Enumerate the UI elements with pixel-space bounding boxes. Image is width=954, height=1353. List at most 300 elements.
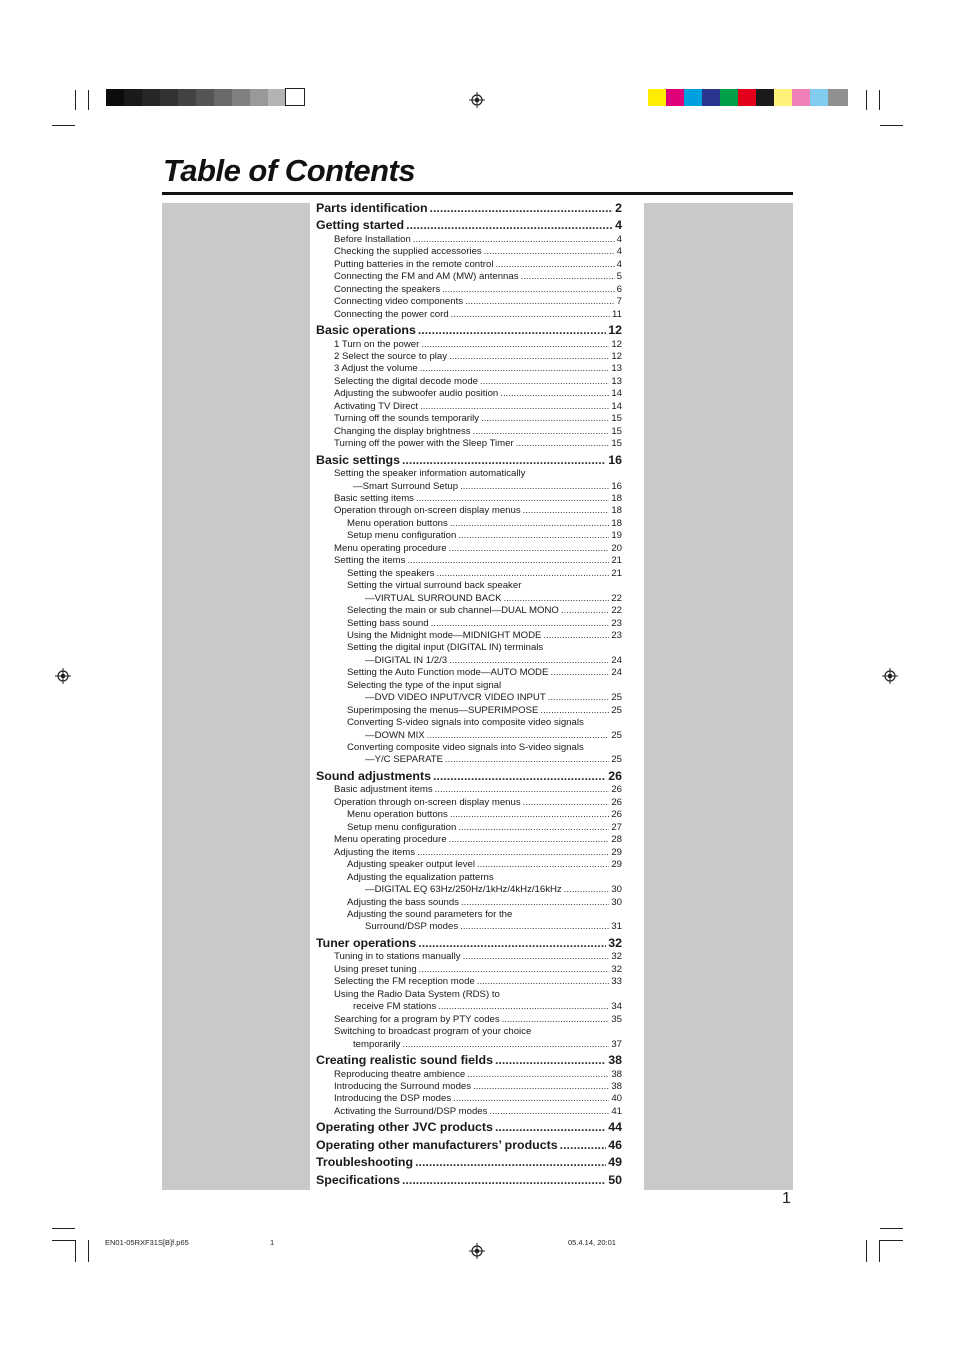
toc-entry-page: 12 [611,339,622,350]
toc-entry-title: Adjusting the subwoofer audio position [334,388,499,399]
dot-leader [564,884,610,895]
toc-entry-title: Activating the Surround/DSP modes [334,1106,488,1117]
toc-entry[interactable] [347,667,622,678]
footer-timestamp: 05.4.14, 20:01 [568,1238,616,1247]
toc-entry-page: 16 [608,453,622,467]
toc-entry-page: 26 [611,797,622,808]
dot-leader [548,692,610,703]
toc-entry[interactable] [334,246,622,257]
toc-entry-title: Setting the virtual surround back speaker [347,580,522,591]
toc-entry-title: Adjusting the items [334,847,416,858]
toc-entry-title: Converting composite video signals into S-video signals [347,742,584,753]
toc-entry-title: 3 Adjust the volume [334,363,418,374]
toc-entry[interactable] [334,413,622,424]
toc-entry-title: Setting the digital input (DIGITAL IN) terminals [347,642,544,653]
toc-entry[interactable] [334,259,622,270]
dot-leader [445,754,609,765]
dot-leader [450,518,610,529]
toc-entry[interactable] [347,809,622,820]
toc-entry[interactable] [365,692,622,703]
toc-entry-title: Switching to broadcast program of your choice [334,1026,532,1037]
color-swatch [756,89,774,106]
toc-entry-title: Converting S-video signals into composite video signals [347,717,584,728]
toc-entry-title: Menu operation buttons [347,518,448,529]
toc-entry-title: Reproducing theatre ambience [334,1069,466,1080]
registration-mark-icon [55,668,71,684]
toc-entry[interactable] [347,518,622,529]
toc-entry-title: Specifications [316,1173,401,1187]
toc-entry[interactable] [347,605,622,616]
toc-entry-page: 15 [611,413,622,424]
toc-entry-page: 11 [612,309,622,320]
dot-leader [407,555,609,566]
toc-entry-title: Checking the supplied accessories [334,246,482,257]
grey-swatch [160,89,178,106]
dot-leader [402,1173,606,1187]
dot-leader [406,218,613,232]
dot-leader [560,1138,607,1152]
toc-entry[interactable] [334,797,622,808]
dot-leader [543,630,609,641]
page-number: 1 [782,1190,791,1207]
toc-entry-title: Parts identification [316,201,428,215]
color-swatch [684,89,702,106]
left-grey-panel [162,203,310,1190]
toc-entry-title: Using the Radio Data System (RDS) to [334,989,500,1000]
toc-section[interactable] [316,769,622,783]
toc-entry[interactable] [334,847,622,858]
dot-leader [502,1014,610,1025]
dot-leader [451,309,610,320]
toc-entry-title: Menu operating procedure [334,834,447,845]
toc-entry-page: 21 [611,555,622,566]
toc-entry[interactable] [334,1093,622,1104]
toc-entry-title: Setup menu configuration [347,822,457,833]
toc-section[interactable] [316,1120,622,1134]
toc-entry[interactable] [334,426,622,437]
toc-entry-page: 27 [611,822,622,833]
toc-entry-title: Menu operating procedure [334,543,447,554]
toc-entry-title: 1 Turn on the power [334,339,420,350]
toc-entry-page: 40 [611,1093,622,1104]
toc-entry[interactable] [334,1069,622,1080]
toc-entry[interactable] [334,376,622,387]
dot-leader [417,847,609,858]
dot-leader [503,593,609,604]
toc-entry-page: 12 [608,323,622,337]
toc-entry[interactable] [334,505,622,516]
grey-swatch [286,89,304,105]
toc-entry[interactable] [353,1039,622,1050]
toc-entry-title: 2 Select the source to play [334,351,448,362]
toc-section[interactable] [316,323,622,337]
toc-entry-page: 34 [611,1001,622,1012]
color-swatch [810,89,828,106]
toc-entry[interactable] [334,296,622,307]
toc-entry-page: 18 [611,518,622,529]
toc-entry-title: Activating TV Direct [334,401,419,412]
toc-entry-title: Setting bass sound [347,618,429,629]
toc-entry-title: Setting the speakers [347,568,435,579]
toc-entry-page: 4 [616,259,622,270]
toc-entry-title: Using preset tuning [334,964,417,975]
toc-entry[interactable] [347,705,622,716]
color-swatch [792,89,810,106]
toc-entry[interactable] [334,964,622,975]
dot-leader [420,363,610,374]
toc-entry[interactable] [334,976,622,987]
toc-entry-title: Operating other JVC products [316,1120,493,1134]
toc-entry[interactable] [334,951,622,962]
toc-entry-title: Putting batteries in the remote control [334,259,494,270]
toc-entry-page: 44 [608,1120,622,1134]
toc-entry-title: —DOWN MIX [365,730,425,741]
dot-leader [419,964,610,975]
dot-leader [413,234,615,245]
toc-entry-title: Setup menu configuration [347,530,457,541]
toc-entry-title: Basic settings [316,453,401,467]
toc-entry-title: Adjusting the sound parameters for the [347,909,513,920]
toc-entry-title: Setting the Auto Function mode—AUTO MODE [347,667,549,678]
toc-entry-title: Searching for a program by PTY codes [334,1014,500,1025]
registration-mark-icon [882,668,898,684]
toc-entry[interactable] [334,834,622,845]
toc-entry-title: Selecting the digital decode mode [334,376,479,387]
dot-leader [402,453,606,467]
dot-leader [458,530,609,541]
toc-entry-page: 35 [611,1014,622,1025]
toc-entry[interactable] [353,481,622,492]
toc-entry-page: 38 [608,1053,622,1067]
toc-entry[interactable] [334,1106,622,1117]
toc-entry-page: 25 [611,754,622,765]
toc-section[interactable] [316,936,622,950]
dot-leader [431,618,610,629]
toc-entry[interactable] [347,897,622,908]
footer-page: 1 [270,1238,275,1247]
toc-entry-page: 26 [608,769,622,783]
toc-entry[interactable] [334,363,622,374]
toc-entry-page: 25 [611,692,622,703]
toc-entry-page: 18 [611,505,622,516]
dot-leader [500,388,609,399]
dot-leader [516,438,610,449]
dot-leader [438,1001,609,1012]
toc-entry-page: 21 [611,568,622,579]
dot-leader [481,413,609,424]
toc-section[interactable] [316,453,622,467]
registration-mark-icon [469,92,485,108]
toc-entry[interactable] [347,859,622,870]
color-swatch [648,89,666,106]
title-rule [162,192,793,195]
toc-entry[interactable] [334,438,622,449]
toc-entry-title: Changing the display brightness [334,426,471,437]
toc-entry[interactable] [334,271,622,282]
toc-entry-title: —DIGITAL EQ 63Hz/250Hz/1kHz/4kHz/16kHz [365,884,562,895]
dot-leader [449,351,609,362]
toc-entry[interactable] [347,822,622,833]
toc-entry-title: Getting started [316,218,405,232]
grey-swatch [196,89,214,106]
toc-entry-title: Turning off the sounds temporarily [334,413,480,424]
toc-entry-title: —Smart Surround Setup [353,481,459,492]
grey-swatch [268,89,286,106]
toc-entry[interactable] [334,309,622,320]
toc-entry-page: 28 [611,834,622,845]
toc-entry[interactable] [353,1001,622,1012]
toc-entry[interactable] [334,1014,622,1025]
toc-entry-title: Creating realistic sound fields [316,1053,493,1067]
toc-entry-title: Tuner operations [316,936,417,950]
toc-entry-title: —DIGITAL IN 1/2/3 [365,655,448,666]
dot-leader [449,543,610,554]
toc-entry-page: 49 [608,1155,622,1169]
color-swatch [828,89,848,106]
toc-entry-title: Turning off the power with the Sleep Timer [334,438,514,449]
toc-entry-page: 24 [611,667,622,678]
toc-entry-title: Surround/DSP modes [365,921,459,932]
grey-swatch [142,89,160,106]
right-grey-panel [644,203,793,1190]
toc-entry[interactable] [334,284,622,295]
toc-entry[interactable] [365,754,622,765]
toc-entry-title: —Y/C SEPARATE [365,754,444,765]
dot-leader [495,259,614,270]
toc-entry-page: 18 [611,493,622,504]
toc-entry[interactable] [365,655,622,666]
toc-entry-title: Connecting video components [334,296,464,307]
toc-entry-title: Adjusting the bass sounds [347,897,460,908]
dot-leader [540,705,609,716]
toc-entry-page: 30 [611,884,622,895]
toc-entry-page: 24 [611,655,622,666]
toc-entry-page: 14 [611,388,622,399]
color-swatch [666,89,684,106]
grey-swatch [250,89,268,106]
toc-entry-page: 16 [611,481,622,492]
toc-entry-title: Adjusting speaker output level [347,859,475,870]
toc-entry-page: 30 [611,897,622,908]
toc-entry-page: 32 [608,936,622,950]
dot-leader [473,426,610,437]
dot-leader [550,667,609,678]
color-swatch [720,89,738,106]
toc-entry-page: 26 [611,809,622,820]
dot-leader [415,1155,606,1169]
toc-entry-page: 22 [611,605,622,616]
toc-entry-page: 31 [611,921,622,932]
toc-entry[interactable] [347,568,622,579]
toc-entry[interactable] [365,730,622,741]
color-swatch [738,89,756,106]
dot-leader [421,339,609,350]
toc-entry-page: 50 [608,1173,622,1187]
toc-entry-title: Before Installation [334,234,411,245]
toc-entry-title: Setting the items [334,555,406,566]
toc-entry-title: Basic operations [316,323,416,337]
grey-swatch [178,89,196,106]
dot-leader [418,936,606,950]
toc-entry-page: 38 [611,1081,622,1092]
toc-entry-title: Superimposing the menus—SUPERIMPOSE [347,705,539,716]
toc-entry[interactable] [334,555,622,566]
toc-entry[interactable] [334,234,622,245]
toc-entry-page: 41 [611,1106,622,1117]
dot-leader [436,568,609,579]
toc-entry-title: receive FM stations [353,1001,437,1012]
dot-leader [461,897,609,908]
toc-entry-title: Troubleshooting [316,1155,414,1169]
toc-entry-page: 14 [611,401,622,412]
toc-entry[interactable] [365,593,622,604]
toc-entry-title: Introducing the Surround modes [334,1081,472,1092]
toc-entry-title: Connecting the speakers [334,284,441,295]
dot-leader [489,1106,609,1117]
toc-entry-title: Menu operation buttons [347,809,448,820]
toc-entry-title: Connecting the power cord [334,309,449,320]
toc-entry[interactable] [365,884,622,895]
toc-entry-page: 13 [611,363,622,374]
dot-leader [449,655,609,666]
toc-section[interactable] [316,1155,622,1169]
toc-entry-page: 20 [611,543,622,554]
toc-entry-page: 25 [611,730,622,741]
dot-leader [453,1093,609,1104]
dot-leader [435,784,610,795]
toc-entry[interactable] [334,1081,622,1092]
dot-leader [416,493,609,504]
dot-leader [442,284,615,295]
toc-entry-page: 23 [611,630,622,641]
toc-entry-page: 15 [611,426,622,437]
toc-entry-page: 32 [611,964,622,975]
toc-entry-page: 26 [611,784,622,795]
dot-leader [433,769,606,783]
toc-entry[interactable] [334,388,622,399]
toc-entry-title: Adjusting the equalization patterns [347,872,494,883]
toc-entry-page: 4 [616,234,622,245]
dot-leader [460,481,609,492]
toc-entry-page: 2 [615,201,622,215]
toc-entry-title: Sound adjustments [316,769,431,783]
toc-entry-title: —DVD VIDEO INPUT/VCR VIDEO INPUT [365,692,546,703]
toc-entry-page: 7 [616,296,622,307]
toc-entry[interactable] [334,401,622,412]
toc-entry[interactable] [334,784,622,795]
toc-entry-page: 38 [611,1069,622,1080]
page-title: Table of Contents [163,153,416,188]
dot-leader [480,376,609,387]
toc-entry-title: Basic adjustment items [334,784,433,795]
toc-section[interactable] [316,1173,622,1187]
toc-entry-title: Basic setting items [334,493,414,504]
toc-section[interactable] [316,1053,622,1067]
toc-entry[interactable] [334,351,622,362]
toc-entry-page: 15 [611,438,622,449]
toc-entry-page: 6 [616,284,622,295]
toc-entry-title: Tuning in to stations manually [334,951,461,962]
toc-entry[interactable] [347,618,622,629]
toc-section[interactable] [316,218,622,232]
dot-leader [484,246,615,257]
dot-leader [561,605,609,616]
dot-leader [523,797,610,808]
toc-entry[interactable] [334,493,622,504]
toc-entry-title: Selecting the FM reception mode [334,976,475,987]
registration-mark-icon [469,1243,485,1259]
grey-swatch [124,89,142,106]
toc-entry-page: 29 [611,847,622,858]
toc-entry-title: Operation through on-screen display menus [334,505,521,516]
toc-entry-page: 46 [608,1138,622,1152]
dot-leader [420,401,609,412]
dot-leader [473,1081,609,1092]
toc-entry-page: 29 [611,859,622,870]
dot-leader [460,921,609,932]
toc-section[interactable] [316,201,622,215]
toc-entry-title: Selecting the type of the input signal [347,680,502,691]
toc-entry-title: temporarily [353,1039,401,1050]
dot-leader [402,1039,609,1050]
toc-entry-title: Connecting the FM and AM (MW) antennas [334,271,519,282]
toc-entry[interactable] [365,921,622,932]
dot-leader [450,809,610,820]
toc-entry-page: 23 [611,618,622,629]
toc-entry-title: Selecting the main or sub channel—DUAL MONO [347,605,559,616]
grey-swatch [214,89,232,106]
dot-leader [467,1069,609,1080]
toc-entry-page: 19 [611,530,622,541]
toc-entry[interactable] [334,543,622,554]
toc-entry-page: 22 [611,593,622,604]
toc-entry-title: —VIRTUAL SURROUND BACK [365,593,502,604]
toc-entry-page: 4 [616,246,622,257]
dot-leader [418,323,606,337]
dot-leader [523,505,610,516]
toc-entry-page: 5 [616,271,622,282]
toc-entry-title: Using the Midnight mode—MIDNIGHT MODE [347,630,542,641]
grey-swatch [232,89,250,106]
dot-leader [430,201,614,215]
color-swatch [774,89,792,106]
toc-entry-page: 25 [611,705,622,716]
dot-leader [477,859,609,870]
toc-entry-title: Operation through on-screen display menus [334,797,521,808]
toc-entry[interactable] [347,630,622,641]
dot-leader [495,1120,606,1134]
grey-swatch [106,89,124,106]
dot-leader [495,1053,606,1067]
toc-entry-page: 32 [611,951,622,962]
toc-entry[interactable] [334,339,622,350]
toc-entry-page: 12 [611,351,622,362]
dot-leader [458,822,609,833]
footer-filename: EN01-05RXF31S[B]f.p65 [105,1238,189,1247]
toc-section[interactable] [316,1138,622,1152]
dot-leader [449,834,610,845]
toc-entry-title: Setting the speaker information automatically [334,468,526,479]
toc-entry-page: 33 [611,976,622,987]
dot-leader [477,976,610,987]
dot-leader [427,730,610,741]
toc-entry[interactable] [347,530,622,541]
dot-leader [465,296,615,307]
toc-entry-title: Operating other manufacturers’ products [316,1138,558,1152]
dot-leader [521,271,615,282]
color-swatch [702,89,720,106]
toc-entry-page: 37 [611,1039,622,1050]
